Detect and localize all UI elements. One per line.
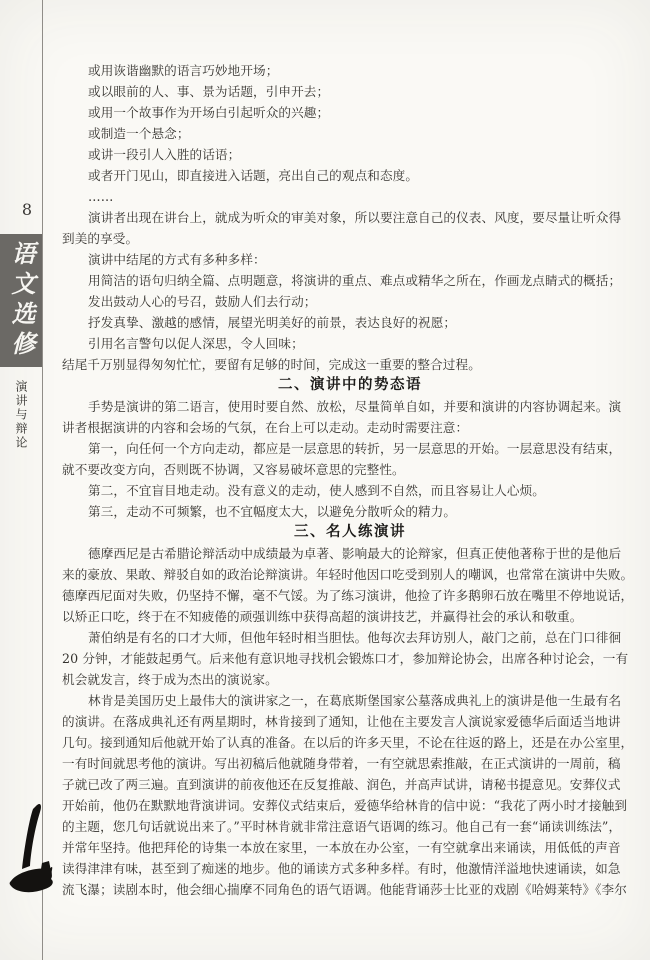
text-line: 一有时间就思考他的演讲。写出初稿后他就随身带着，一有空就思索推敲，在正式演讲的一周前，稿 — [62, 756, 621, 771]
text-line: 20 分钟，才能鼓起勇气。后来他有意识地寻找机会锻炼口才，参加辩论协会，出席各种讨论会，一有 — [62, 651, 629, 666]
section-heading: 二、演讲中的势态语 — [278, 377, 422, 393]
text-line: 到美的享受。 — [62, 231, 139, 246]
text-line: 林肯是美国历史上最伟大的演讲家之一，在葛底斯堡国家公墓落成典礼上的演讲是他一生最有名 — [88, 693, 622, 708]
text-line: 德摩西尼是古希腊论辩活动中成绩最为卓著、影响最大的论辩家，但真正使他著称于世的是他后 — [88, 546, 622, 561]
text-line: 读得津津有味，甚至到了痴迷的地步。他的诵读方式多种多样。有时，他激情洋溢地快速诵读，如急 — [62, 861, 621, 876]
text-line: 以矫正口吃，终于在不知疲倦的顽强训练中获得高超的演讲技艺，并赢得社会的承认和敬重。 — [62, 609, 583, 624]
text-line: 几句。接到通知后他就开始了认真的准备。在以后的许多天里，不论在往返的路上，还是在办公室里， — [62, 735, 634, 750]
subject-label — [0, 380, 42, 450]
text-line: 手势是演讲的第二语言，使用时要自然、放松，尽量简单自如，并要和演讲的内容协调起来。演 — [88, 399, 622, 414]
text-line: 第三，走动不可频繁，也不宜幅度太大，以避免分散听众的精力。 — [88, 504, 457, 519]
text-line: 讲者根据演讲的内容和会场的气氛，在台上可以走动。走动时需要注意： — [62, 420, 469, 435]
text-line: 结尾千万别显得匆匆忙忙，要留有足够的时间，完成这一重要的整合过程。 — [62, 357, 481, 372]
text-line: 的演讲。在落成典礼还有两星期时，林肯接到了通知，让他在主要发言人演说家爱德华后面适当地讲 — [62, 714, 621, 729]
text-line: …… — [88, 189, 114, 204]
text-line: 或以眼前的人、事、景为话题，引申开去； — [88, 84, 330, 99]
text-line: 第一，向任何一个方向走动，都应是一层意思的转折，另一层意思的开始。一层意思没有结束， — [88, 441, 622, 456]
text-line: 抒发真挚、激越的感情，展望光明美好的前景，表达良好的祝愿； — [88, 315, 457, 330]
text-line: 引用名言警句以促人深思，令人回味； — [88, 336, 304, 351]
ink-stroke-mark — [8, 802, 56, 902]
text-line: 开始前，他仍在默默地背演讲词。安葬仪式结束后，爱德华给林肯的信中说：“我花了两小时才接触到 — [62, 798, 628, 813]
section-heading: 三、名人练演讲 — [294, 524, 406, 540]
text-line: 演讲中结尾的方式有多种多样： — [88, 252, 266, 267]
text-line: 的主题，您几句话就说出来了。”平时林肯就非常注意语气语调的练习。他自己有一套“诵读训练法”， — [62, 819, 622, 834]
page-number: 8 — [21, 200, 33, 219]
text-line: 或用一个故事作为开场白引起听众的兴趣； — [88, 105, 330, 120]
text-line: 机会就发言，终于成为杰出的演说家。 — [62, 672, 278, 687]
text-line: 或讲一段引人入胜的话语； — [88, 147, 241, 162]
series-tab — [0, 234, 42, 367]
text-line: 第二，不宜盲目地走动。没有意义的走动，使人感到不自然，而且容易让人心烦。 — [88, 483, 545, 498]
text-line: 用简洁的语句归纳全篇、点明题意，将演讲的重点、难点或精华之所在，作画龙点睛式的概括； — [88, 273, 622, 288]
text-line: 来的豪放、果敢、辩驳自如的政治论辩演讲。年轻时他因口吃受到别人的嘲讽，也常常在演讲中失败。 — [62, 567, 634, 582]
text-line: 发出鼓动人心的号召，鼓励人们去行动； — [88, 294, 317, 309]
text-line: 德摩西尼面对失败，仍坚持不懈，毫不气馁。为了练习演讲，他捡了许多鹅卵石放在嘴里不停地说话， — [62, 588, 634, 603]
text-line: 并常年坚持。他把拜伦的诗集一本放在家里，一本放在办公室，一有空就拿出来诵读，用低低的声音 — [62, 840, 621, 855]
text-line: 演讲者出现在讲台上，就成为听众的审美对象，所以要注意自己的仪表、风度，要尽量让听众得 — [88, 210, 622, 225]
series-title: 语文选修 — [7, 240, 36, 361]
text-line: 或用诙谐幽默的语言巧妙地开场； — [88, 63, 279, 78]
text-line: 或者开门见山，即直接进入话题，亮出自己的观点和态度。 — [88, 168, 419, 183]
text-line: 就不要改变方向，否则既不协调，又容易破坏意思的完整性。 — [62, 462, 405, 477]
text-line: 子就已改了两三遍。直到演讲的前夜他还在反复推敲、润色，并高声试讲，请秘书提意见。安葬仪式 — [62, 777, 621, 792]
text-line: 或制造一个悬念； — [88, 126, 190, 141]
text-line: 萧伯纳是有名的口才大师，但他年轻时相当胆怯。他每次去拜访别人，敲门之前，总在门口徘徊 — [88, 630, 622, 645]
text-block — [62, 60, 638, 900]
text-line: 流飞瀑；读剧本时，他会细心揣摩不同角色的语气语调。他能背诵莎士比亚的戏剧《哈姆莱特》《李尔 — [62, 882, 627, 897]
subject-title: 演讲与辩论 — [14, 380, 28, 450]
